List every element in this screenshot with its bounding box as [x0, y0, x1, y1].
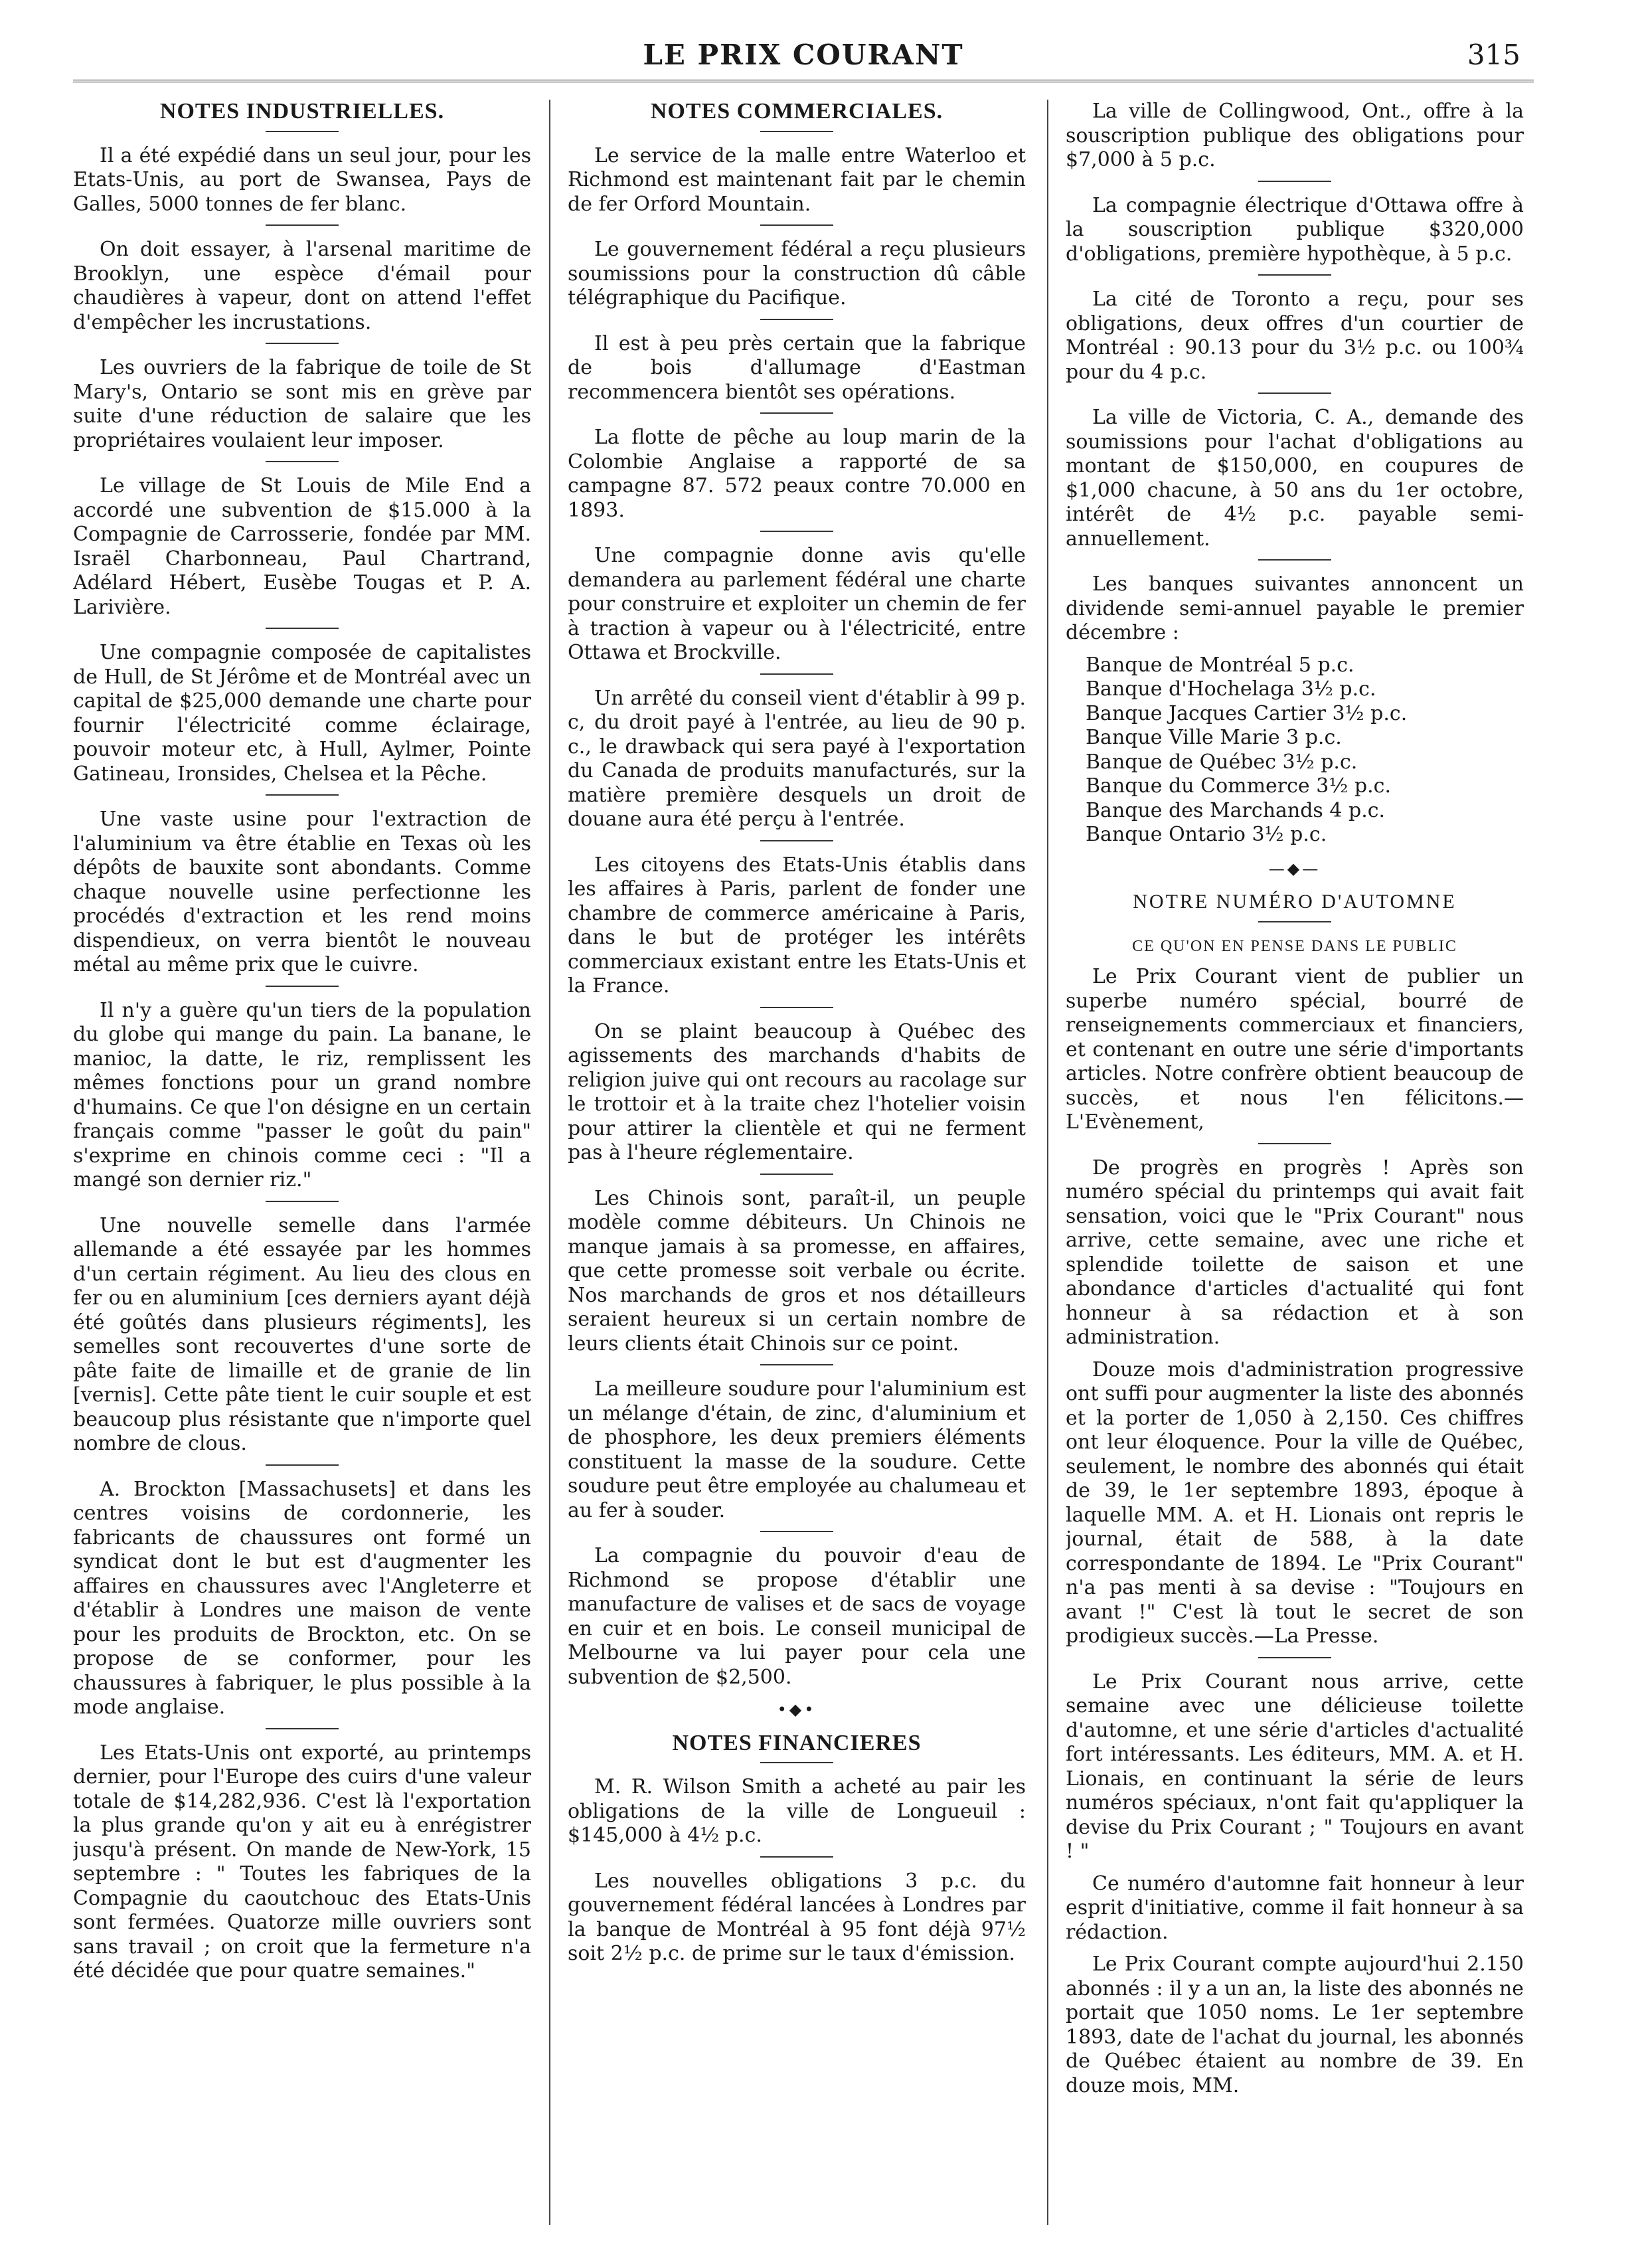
separator	[760, 673, 833, 675]
article-paragraph: Le Prix Courant nous arrive, cette semaine avec une délicieuse toilette d'automne, et une série d'articles d'actualité fort intéressants. Les éditeurs, MM. A. et H. Lionais, en continuant la série de leurs numéros spéciaux, n'ont fait qu'appliquer la devise du Prix Courant ; " Toujours en avant ! "	[1066, 1670, 1524, 1863]
separator	[760, 319, 833, 320]
list-item: Banque d'Hochelaga 3½ p.c.	[1086, 677, 1376, 701]
article-paragraph: Le gouvernement fédéral a reçu plusieurs soumissions pour la construction dû câble télégraphique du Pacifique.	[568, 238, 1026, 309]
article-paragraph: Ce numéro d'automne fait honneur à leur esprit d'initiative, comme il fait honneur à sa rédaction.	[1066, 1872, 1524, 1944]
ornament-divider: •◆•	[777, 1700, 817, 1719]
separator	[760, 131, 833, 132]
article-paragraph: Un arrêté du conseil vient d'établir à 99 p. c, du droit payé à l'entrée, au lieu de 90 p. c., le drawback qui sera payé à l'exportation du Canada de produits manufacturés, sur la matière première desquels un droit de douane aura été perçu à l'entrée.	[568, 686, 1026, 831]
article-paragraph: De progrès en progrès ! Après son numéro spécial du printemps qui avait fait sensation, voici que le "Prix Courant" nous arrive, cette semaine, avec une riche et splendide toilette de saison et une abondance d'articles d'actualité qui font honneur à sa rédaction et à son administration.	[1066, 1156, 1524, 1349]
separator	[760, 412, 833, 414]
article-paragraph: A. Brockton [Massachusets] et dans les centres voisins de cordonnerie, les fabricants de chaussures ont formé un syndicat dont le but est d'augmenter les affaires en chaussures avec l'Angleterre et d'établir à Londres une maison de vente pour les produits de Brockton, etc. On se propose de se conformer, pour les chaussures à fabriquer, le plus possible à la mode anglaise.	[73, 1477, 531, 1719]
separator	[266, 461, 339, 462]
article-paragraph: Le service de la malle entre Waterloo et Richmond est maintenant fait par le chemin de fer Orford Mountain.	[568, 143, 1026, 216]
section-heading-autumn-issue: NOTRE NUMÉRO D'AUTOMNE	[1133, 891, 1457, 913]
article-paragraph: La meilleure soudure pour l'aluminium est un mélange d'étain, de zinc, d'aluminium et de phosphore, les deux premiers éléments constituent la masse de la soudure. Cette soudure peut être employée au chalumeau et au fer à souder.	[568, 1377, 1026, 1522]
article-paragraph: Il est à peu près certain que la fabrique de bois d'allumage d'Eastman recommencera bientôt ses opérations.	[568, 331, 1026, 404]
separator	[760, 840, 833, 841]
separator	[266, 343, 339, 344]
separator	[266, 628, 339, 629]
page-header	[73, 27, 1534, 82]
separator	[266, 1201, 339, 1202]
list-item: Banque Jacques Cartier 3½ p.c.	[1086, 701, 1408, 725]
article-paragraph: Une compagnie composée de capitalistes de Hull, de St Jérôme et de Montréal avec un capital de $25,000 demande une charte pour fournir l'électricité comme éclairage, pouvoir moteur etc, à Hull, Aylmer, Pointe Gatineau, Ironsides, Chelsea et la Pêche.	[73, 641, 531, 786]
article-paragraph: Il n'y a guère qu'un tiers de la population du globe qui mange du pain. La banane, le manioc, la datte, le riz, remplissent les mêmes fonctions pour un grand nombre d'humains. Ce que l'on désigne en un certain français comme "passer le goût du pain" s'exprime en chinois comme ceci : "Il a mangé son dernier riz."	[73, 998, 531, 1191]
column-financial-continued	[1066, 100, 1524, 2225]
article-paragraph: La flotte de pêche au loup marin de la Colombie Anglaise a rapporté de sa campagne 87. 572 peaux contre 70.000 en 1893.	[568, 426, 1026, 522]
article-paragraph: Les banques suivantes annoncent un dividende semi-annuel payable le premier décembre :	[1066, 572, 1524, 644]
separator	[760, 1007, 833, 1008]
article-paragraph: Le Prix Courant vient de publier un superbe numéro spécial, bourré de renseignements commerciaux et financiers, et contenant en outre une série d'importants articles. Notre confrère obtient beaucoup de succès, et nous l'en félicitons.—L'Evènement,	[1066, 965, 1524, 1134]
column-commercial-notes	[568, 100, 1026, 2225]
article-paragraph: Les citoyens des Etats-Unis établis dans les affaires à Paris, parlent de fonder une chambre de commerce américaine à Paris, dans le but de protéger les intérêts commerciaux existant entre les Etats-Unis et la France.	[568, 853, 1026, 998]
separator	[760, 1531, 833, 1532]
article-paragraph: La compagnie du pouvoir d'eau de Richmond se propose d'établir une manufacture de valises et de sacs de voyage en cuir et en bois. Le conseil municipal de Melbourne va lui payer pour cela une subvention de $2,500.	[568, 1544, 1026, 1689]
separator	[266, 1728, 339, 1729]
separator	[266, 1464, 339, 1466]
newspaper-page	[73, 27, 1534, 2245]
article-paragraph: On doit essayer, à l'arsenal maritime de Brooklyn, une espèce d'émail pour chaudières à vapeur, dont on attend l'effet d'empêcher les incrustations.	[73, 238, 531, 334]
separator	[266, 794, 339, 796]
article-paragraph: Le Prix Courant compte aujourd'hui 2.150 abonnés : il y a un an, la liste des abonnés ne portait que 1050 noms. Le 1er septembre 1893, date de l'achat du journal, les abonnés de Québec étaient au nombre de 39. En douze mois, MM.	[1066, 1953, 1524, 2097]
article-paragraph: On se plaint beaucoup à Québec des agissements des marchands d'habits de religion juive qui ont recours au racolage sur le trottoir et à la traite chez l'hotelier voisin pour attirer la clientèle et qui ne ferment pas à l'heure réglementaire.	[568, 1019, 1026, 1164]
separator	[1258, 559, 1331, 561]
article-paragraph: Une nouvelle semelle dans l'armée allemande a été essayée par les hommes d'un certain régiment. Au lieu des clous en fer ou en aluminium [ces derniers ayant déjà été goûtés dans plusieurs régiments], les semelles sont recouvertes d'une sorte de pâte faite de limaille et de granie de lin [vernis]. Cette pâte tient le cuir souple et est beaucoup plus résistante que n'importe quel nombre de clous.	[73, 1213, 531, 1455]
article-paragraph: Une compagnie donne avis qu'elle demandera au parlement fédéral une charte pour construire et exploiter un chemin de fer à traction à vapeur ou à l'électricité, entre Ottawa et Brockville.	[568, 544, 1026, 664]
article-paragraph: Une vaste usine pour l'extraction de l'aluminium va être établie en Texas où les dépôts de bauxite sont abondants. Comme chaque nouvelle usine perfectionne les procédés d'extraction et les rend moins dispendieux, on verra bientôt le nouveau métal au même prix que le cuivre.	[73, 808, 531, 976]
separator	[1258, 921, 1331, 922]
article-paragraph: Le village de St Louis de Mile End a accordé une subvention de $15.000 à la Compagnie de Carrosserie, fondée par MM. Israël Charbonneau, Paul Chartrand, Adélard Hébert, Eusèbe Tougas et P. A. Larivière.	[73, 474, 531, 619]
ornament-divider: —◆—	[1268, 859, 1321, 878]
article-paragraph: Il a été expédié dans un seul jour, pour les Etats-Unis, au port de Swansea, Pays de Galles, 5000 tonnes de fer blanc.	[73, 143, 531, 216]
section-heading-commercial: NOTES COMMERCIALES.	[650, 100, 943, 124]
separator	[266, 131, 339, 132]
article-paragraph: Les nouvelles obligations 3 p.c. du gouvernement fédéral lancées à Londres par la banque de Montréal à 95 font déjà 97½ soit 2½ p.c. de prime sur le taux d'émission.	[568, 1869, 1026, 1965]
article-paragraph: Les ouvriers de la fabrique de toile de St Mary's, Ontario se sont mis en grève par suite d'une réduction de salaire que les propriétaires voulaient leur imposer.	[73, 356, 531, 452]
article-paragraph: Douze mois d'administration progressive ont suffi pour augmenter la liste des abonnés et la porter de 1,050 à 2,150. Ces chiffres ont leur éloquence. Pour la ville de Québec, seulement, le nombre des abonnés qui était de 39, le 1er septembre 1893, époque à laquelle MM. A. et H. Lionais ont repris le journal, était de 588, à la date correspondante de 1894. Le "Prix Courant" n'a pas menti à sa devise : "Toujours en avant !" C'est là tout le secret de son prodigieux succès.—La Presse.	[1066, 1357, 1524, 1648]
section-subheading-public: CE QU'ON EN PENSE DANS LE PUBLIC	[1132, 937, 1457, 955]
list-item: Banque Ontario 3½ p.c.	[1086, 823, 1327, 846]
separator	[1258, 1657, 1331, 1658]
separator	[760, 1762, 833, 1763]
page-number: 315	[1467, 39, 1520, 71]
separator	[760, 224, 833, 226]
list-item: Banque de Montréal 5 p.c.	[1086, 653, 1354, 677]
list-item: Banque de Québec 3½ p.c.	[1086, 750, 1358, 774]
list-item: Banque des Marchands 4 p.c.	[1086, 798, 1386, 822]
column-rule-2	[1047, 100, 1048, 2225]
article-paragraph: La compagnie électrique d'Ottawa offre à la souscription publique $320,000 d'obligations, première hypothèque, à 5 p.c.	[1066, 193, 1524, 266]
separator	[1258, 393, 1331, 394]
separator	[266, 986, 339, 987]
separator	[1258, 1143, 1331, 1144]
section-heading-financial: NOTES FINANCIERES	[672, 1730, 922, 1755]
list-item: Banque Ville Marie 3 p.c.	[1086, 726, 1342, 749]
list-item: Banque du Commerce 3½ p.c.	[1086, 774, 1392, 798]
separator	[760, 531, 833, 532]
article-paragraph: Les Chinois sont, paraît-il, un peuple modèle comme débiteurs. Un Chinois ne manque jamais à sa promesse, en affaires, que cette promesse soit verbale ou écrite. Nos marchands de gros et nos détailleurs seraient heureux si un certain nombre de leurs clients était Chinois sur ce point.	[568, 1186, 1026, 1355]
separator	[760, 1174, 833, 1175]
separator	[266, 224, 339, 226]
section-heading-industrial: NOTES INDUSTRIELLES.	[159, 100, 445, 124]
bank-dividend-list	[1066, 654, 1524, 847]
separator	[1258, 274, 1331, 276]
article-paragraph: M. R. Wilson Smith a acheté au pair les obligations de la ville de Longueuil : $145,000 à 4½ p.c.	[568, 1775, 1026, 1847]
separator	[760, 1364, 833, 1365]
column-industrial-notes	[73, 100, 531, 2225]
column-rule-1	[549, 100, 550, 2225]
article-paragraph: La ville de Collingwood, Ont., offre à la souscription publique des obligations pour $7,000 à 5 p.c.	[1066, 100, 1524, 171]
article-paragraph: La cité de Toronto a reçu, pour ses obligations, deux offres d'un courtier de Montréal : 90.13 pour du 3½ p.c. ou 100¾ pour du 4 p.c.	[1066, 288, 1524, 384]
separator	[760, 1856, 833, 1858]
article-paragraph: La ville de Victoria, C. A., demande des soumissions pour l'achat d'obligations au montant de $150,000, en coupures de $1,000 chacune, à 50 ans du 1er octobre, intérêt de 4½ p.c. payable semi-annuellement.	[1066, 406, 1524, 551]
separator	[1258, 181, 1331, 182]
running-title: LE PRIX COURANT	[643, 39, 964, 71]
article-paragraph: Les Etats-Unis ont exporté, au printemps dernier, pour l'Europe des cuirs d'une valeur totale de $14,282,936. C'est là l'exportation la plus grande qu'on y ait eu à enrégistrer jusqu'à présent. On mande de New-York, 15 septembre : " Toutes les fabriques de la Compagnie du caoutchouc des Etats-Unis sont fermées. Quatorze mille ouvriers sont sans travail ; on croit que la fermeture n'a été décidée que pour quatre semaines."	[73, 1741, 531, 1982]
